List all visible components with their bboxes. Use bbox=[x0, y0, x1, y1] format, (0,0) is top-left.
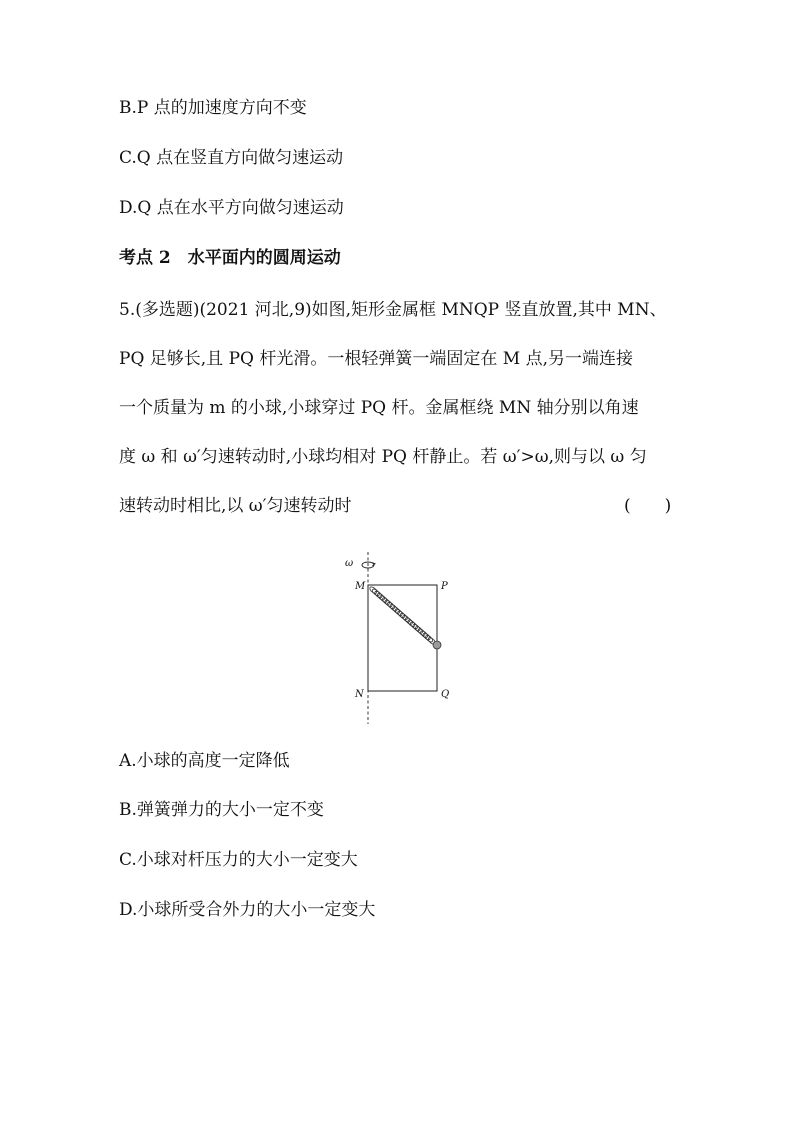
label-omega: ω bbox=[345, 558, 354, 569]
label-n: N bbox=[355, 689, 364, 700]
option-prev-d: D.Q 点在水平方向做匀速运动 bbox=[119, 198, 344, 218]
question-line-3: 一个质量为 m 的小球,小球穿过 PQ 杆。金属框绕 MN 轴分别以角速 bbox=[119, 398, 639, 418]
option-prev-b: B.P 点的加速度方向不变 bbox=[119, 98, 307, 118]
section-heading: 考点 2 水平面内的圆周运动 bbox=[119, 248, 341, 268]
rotating-frame-figure bbox=[336, 552, 466, 724]
question-line-4: 度 ω 和 ω′匀速转动时,小球均相对 PQ 杆静止。若 ω′>ω,则与以 ω 匀 bbox=[119, 447, 647, 467]
option-d: D.小球所受合外力的大小一定变大 bbox=[119, 900, 376, 920]
question-line-2: PQ 足够长,且 PQ 杆光滑。一根轻弹簧一端固定在 M 点,另一端连接 bbox=[119, 349, 633, 369]
ball bbox=[433, 641, 441, 649]
option-prev-c: C.Q 点在竖直方向做匀速运动 bbox=[119, 148, 344, 168]
question-line-5: 速转动时相比,以 ω′匀速转动时 bbox=[119, 496, 352, 516]
label-q: Q bbox=[441, 689, 450, 700]
option-c: C.小球对杆压力的大小一定变大 bbox=[119, 850, 358, 870]
spring bbox=[369, 586, 437, 646]
option-b: B.弹簧弹力的大小一定不变 bbox=[119, 800, 324, 820]
answer-bracket: ( ) bbox=[624, 496, 672, 516]
metal-frame bbox=[368, 585, 437, 691]
label-p: P bbox=[441, 581, 448, 592]
question-line-1: 5.(多选题)(2021 河北,9)如图,矩形金属框 MNQP 竖直放置,其中 MN、 bbox=[119, 300, 667, 320]
label-m: M bbox=[355, 581, 366, 592]
option-a: A.小球的高度一定降低 bbox=[119, 751, 290, 771]
